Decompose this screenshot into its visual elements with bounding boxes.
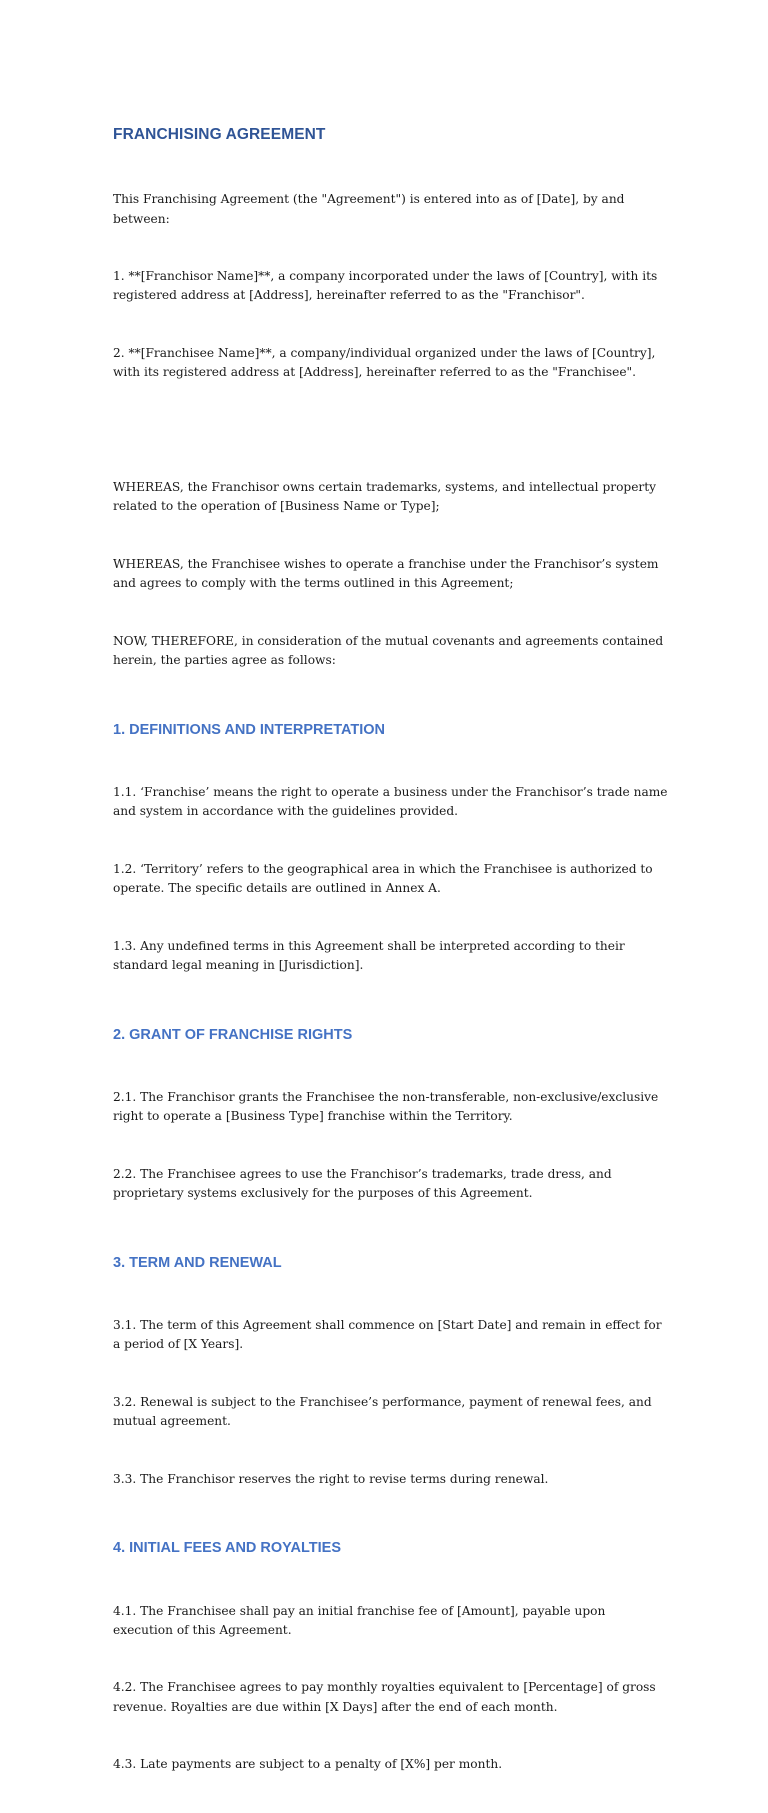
clause: 1.2. ‘Territory’ refers to the geographical area in which the Franchisee is authorized to operate. The specific details are outlined in Annex A. [113, 861, 657, 896]
section-heading-term: 3. TERM AND RENEWAL [113, 1254, 282, 1271]
section-body-grant [113, 1050, 668, 1242]
clause: 2.1. The Franchisor grants the Franchisee the non-transferable, non-exclusive/exclusive right to operate a [Business Type] franchise within the Territory. [113, 1089, 663, 1124]
intro-line: 2. **[Franchisee Name]**, a company/individual organized under the laws of [Country], with its registered address at [Address], hereinafter referred to as the "Franchisee". [113, 346, 660, 380]
paragraph-spacer [113, 421, 668, 440]
intro-line: This Franchising Agreement (the "Agreement") is entered into as of [Date], by and between: [113, 192, 629, 226]
clause: 3.1. The term of this Agreement shall commence on [Start Date] and remain in effect for a period of [X Years]. [113, 1317, 666, 1352]
section-heading-fees: 4. INITIAL FEES AND ROYALTIES [113, 1540, 342, 1557]
recital-line: WHEREAS, the Franchisor owns certain trademarks, systems, and intellectual property related to the operation of [Business Name or Type]; [113, 480, 660, 514]
clause: 3.3. The Franchisor reserves the right to revise terms during renewal. [113, 1471, 549, 1486]
clause: 4.2. The Franchisee agrees to pay monthly royalties equivalent to [Percentage] of gross revenue. Royalties are due within [X Days] after the end of each month. [113, 1680, 660, 1714]
section-heading-grant: 2. GRANT OF FRANCHISE RIGHTS [113, 1026, 353, 1043]
clause: 3.2. Renewal is subject to the Franchisee’s performance, payment of renewal fees, and mutual agreement. [113, 1394, 656, 1428]
section-body-definitions [113, 745, 672, 1014]
section-heading-definitions: 1. DEFINITIONS AND INTERPRETATION [113, 721, 386, 738]
recital-line: NOW, THEREFORE, in consideration of the mutual covenants and agreements contained herein, the parties agree as follows: [113, 633, 668, 668]
clause: 1.3. Any undefined terms in this Agreement shall be interpreted according to their standard legal meaning in [Jurisdiction]. [113, 938, 629, 972]
section-body-fees [113, 1563, 668, 1813]
clause: 4.1. The Franchisee shall pay an initial franchise fee of [Amount], payable upon execution of this Agreement. [113, 1603, 610, 1637]
clause: 4.3. Late payments are subject to a penalty of [X%] per month. [113, 1757, 503, 1772]
document-title: FRANCHISING AGREEMENT [113, 126, 326, 143]
intro-paragraph [113, 152, 668, 421]
recitals-paragraph [113, 440, 668, 709]
recital-line: WHEREAS, the Franchisee wishes to operate a franchise under the Franchisor’s system and agrees to comply with the terms outlined in this Agreement; [113, 557, 663, 591]
clause: 2.2. The Franchisee agrees to use the Franchisor’s trademarks, trade dress, and proprietary systems exclusively for the purposes of this Agreement. [113, 1166, 616, 1200]
clause: 1.1. ‘Franchise’ means the right to operate a business under the Franchisor’s trade name and system in accordance with the guidelines provided. [113, 785, 672, 819]
intro-line: 1. **[Franchisor Name]**, a company incorporated under the laws of [Country], with its registered address at [Address], hereinafter referred to as the "Franchisor". [113, 269, 662, 303]
section-body-term [113, 1278, 668, 1528]
